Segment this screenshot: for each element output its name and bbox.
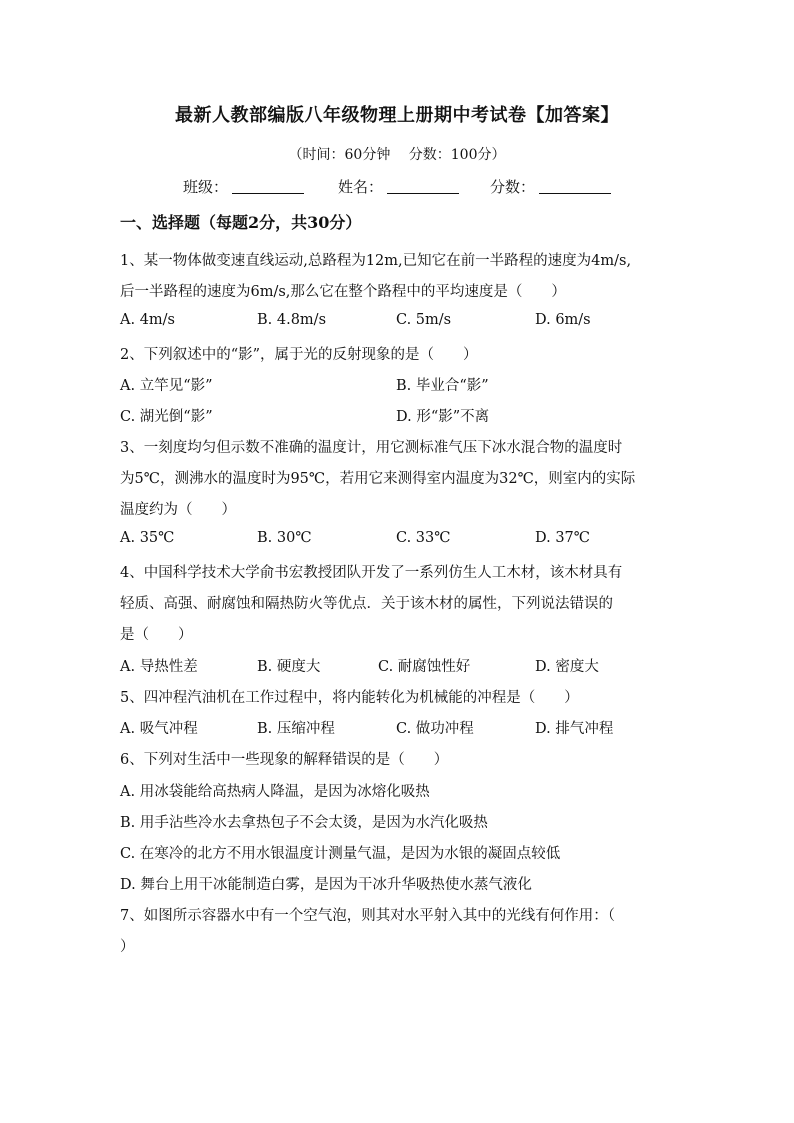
option-d: D. 6m/s bbox=[535, 312, 591, 328]
question-text: 2、下列叙述中的“影”，属于光的反射现象的是（ ） bbox=[120, 347, 478, 363]
question-text: ） bbox=[120, 939, 135, 955]
option-d: D. 排气冲程 bbox=[535, 721, 614, 737]
option-b: B. 压缩冲程 bbox=[257, 721, 335, 737]
option-b: B. 30℃ bbox=[257, 530, 312, 546]
question-text: 7、如图所示容器水中有一个空气泡，则其对水平射入其中的光线有何作用：（ bbox=[120, 908, 615, 924]
class-field bbox=[183, 176, 304, 197]
option-a: A. 吸气冲程 bbox=[120, 721, 198, 737]
option-b: B. 硬度大 bbox=[257, 659, 321, 675]
option-a: A. 4m/s bbox=[120, 312, 175, 328]
question-text: 是（ ） bbox=[120, 627, 193, 643]
name-field bbox=[338, 176, 459, 197]
option-d: D. 37℃ bbox=[535, 530, 590, 546]
option-d: D. 密度大 bbox=[535, 659, 599, 675]
option-a: A. 35℃ bbox=[120, 530, 175, 546]
option-c: C. 湖光倒“影” bbox=[120, 409, 213, 425]
question-text: 为5℃，测沸水的温度时为95℃，若用它来测得室内温度为32℃，则室内的实际 bbox=[120, 471, 636, 487]
question-text: 1、某一物体做变速直线运动,总路程为12m,已知它在前一半路程的速度为4m/s, bbox=[120, 253, 632, 269]
section-title: 一、选择题（每题2分，共30分） bbox=[120, 213, 362, 232]
class-label: 班级： bbox=[183, 178, 229, 196]
option-a: A. 立竿见“影” bbox=[120, 378, 213, 394]
exam-title: 最新人教部编版八年级物理上册期中考试卷【加答案】 bbox=[175, 105, 619, 126]
option-a: A. 导热性差 bbox=[120, 659, 198, 675]
option-a: A. 用冰袋能给高热病人降温，是因为冰熔化吸热 bbox=[120, 784, 430, 800]
option-c: C. 在寒冷的北方不用水银温度计测量气温，是因为水银的凝固点较低 bbox=[120, 846, 561, 862]
name-label: 姓名： bbox=[338, 178, 384, 196]
option-d: D. 形“影”不离 bbox=[396, 409, 490, 425]
exam-subtitle: （时间：60分钟 分数：100分） bbox=[288, 147, 506, 163]
score-blank bbox=[539, 179, 611, 194]
option-c: C. 做功冲程 bbox=[396, 721, 474, 737]
question-text: 5、四冲程汽油机在工作过程中，将内能转化为机械能的冲程是（ ） bbox=[120, 690, 579, 706]
question-text: 6、下列对生活中一些现象的解释错误的是（ ） bbox=[120, 752, 449, 768]
option-b: B. 毕业合“影” bbox=[396, 378, 489, 394]
option-c: C. 33℃ bbox=[396, 530, 451, 546]
option-b: B. 4.8m/s bbox=[257, 312, 327, 328]
option-c: C. 5m/s bbox=[396, 312, 452, 328]
option-b: B. 用手沾些冷水去拿热包子不会太烫，是因为水汽化吸热 bbox=[120, 815, 488, 831]
option-d: D. 舞台上用干冰能制造白雾，是因为干冰升华吸热使水蒸气液化 bbox=[120, 877, 532, 893]
score-field bbox=[490, 176, 611, 197]
question-text: 后一半路程的速度为6m/s,那么它在整个路程中的平均速度是（ ） bbox=[120, 284, 566, 300]
score-label: 分数： bbox=[490, 178, 536, 196]
question-text: 4、中国科学技术大学俞书宏教授团队开发了一系列仿生人工木材，该木材具有 bbox=[120, 565, 623, 581]
question-text: 轻质、高强、耐腐蚀和隔热防火等优点．关于该木材的属性，下列说法错误的 bbox=[120, 596, 613, 612]
question-text: 温度约为（ ） bbox=[120, 502, 236, 518]
option-c: C. 耐腐蚀性好 bbox=[378, 659, 471, 675]
class-blank bbox=[232, 179, 304, 194]
name-blank bbox=[387, 179, 459, 194]
question-text: 3、一刻度均匀但示数不准确的温度计，用它测标准气压下冰水混合物的温度时 bbox=[120, 440, 623, 456]
